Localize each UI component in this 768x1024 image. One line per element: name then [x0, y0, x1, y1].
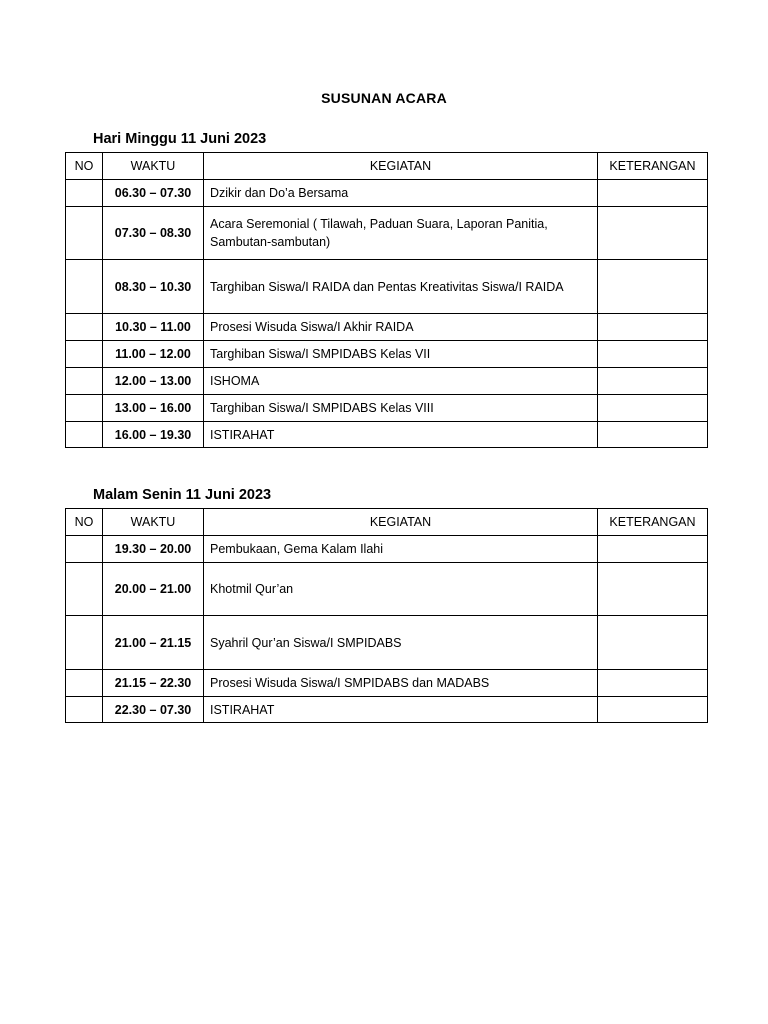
table-row	[66, 395, 708, 422]
column-header-waktu: WAKTU	[103, 509, 204, 536]
cell-waktu: 19.30 – 20.00	[103, 536, 204, 563]
cell-keterangan	[598, 697, 708, 723]
cell-no	[66, 563, 103, 616]
cell-keterangan	[598, 180, 708, 207]
cell-kegiatan: Targhiban Siswa/I SMPIDABS Kelas VII	[204, 341, 598, 368]
column-header-no: NO	[66, 509, 103, 536]
cell-waktu: 16.00 – 19.30	[103, 422, 204, 448]
table-row	[66, 368, 708, 395]
column-header-kegiatan: KEGIATAN	[204, 153, 598, 180]
cell-kegiatan: ISHOMA	[204, 368, 598, 395]
cell-keterangan	[598, 368, 708, 395]
cell-waktu: 11.00 – 12.00	[103, 341, 204, 368]
section-heading-malam: Malam Senin 11 Juni 2023	[93, 487, 272, 503]
cell-kegiatan: Targhiban Siswa/I RAIDA dan Pentas Kreativitas Siswa/I RAIDA	[204, 260, 598, 314]
document-title: SUSUNAN ACARA	[321, 90, 447, 106]
cell-waktu: 08.30 – 10.30	[103, 260, 204, 314]
table-row	[66, 536, 708, 563]
cell-keterangan	[598, 260, 708, 314]
cell-no	[66, 314, 103, 341]
table-row	[66, 422, 708, 448]
cell-kegiatan: Prosesi Wisuda Siswa/I SMPIDABS dan MADABS	[204, 670, 598, 697]
cell-no	[66, 422, 103, 448]
cell-waktu: 07.30 – 08.30	[103, 207, 204, 260]
cell-waktu: 22.30 – 07.30	[103, 697, 204, 723]
cell-waktu: 10.30 – 11.00	[103, 314, 204, 341]
cell-no	[66, 341, 103, 368]
cell-keterangan	[598, 670, 708, 697]
column-header-no: NO	[66, 153, 103, 180]
cell-keterangan	[598, 207, 708, 260]
table-row	[66, 260, 708, 314]
cell-keterangan	[598, 314, 708, 341]
cell-no	[66, 395, 103, 422]
cell-waktu: 12.00 – 13.00	[103, 368, 204, 395]
table-row	[66, 563, 708, 616]
cell-no	[66, 536, 103, 563]
table-row	[66, 341, 708, 368]
cell-no	[66, 180, 103, 207]
cell-kegiatan: Dzikir dan Do’a Bersama	[204, 180, 598, 207]
cell-no	[66, 207, 103, 260]
cell-keterangan	[598, 422, 708, 448]
cell-kegiatan: ISTIRAHAT	[204, 422, 598, 448]
column-header-keterangan: KETERANGAN	[598, 509, 708, 536]
cell-no	[66, 697, 103, 723]
cell-keterangan	[598, 563, 708, 616]
cell-no	[66, 368, 103, 395]
cell-kegiatan: Syahril Qur’an Siswa/I SMPIDABS	[204, 616, 598, 670]
schedule-table-minggu	[65, 152, 708, 448]
table-row	[66, 670, 708, 697]
cell-keterangan	[598, 341, 708, 368]
table-row	[66, 207, 708, 260]
cell-no	[66, 260, 103, 314]
table-header-row	[66, 153, 708, 180]
cell-waktu: 21.15 – 22.30	[103, 670, 204, 697]
table-row	[66, 180, 708, 207]
cell-kegiatan: Acara Seremonial ( Tilawah, Paduan Suara, Laporan Panitia, Sambutan-sambutan)	[204, 207, 598, 260]
cell-keterangan	[598, 536, 708, 563]
cell-waktu: 21.00 – 21.15	[103, 616, 204, 670]
schedule-table-malam	[65, 508, 708, 723]
table-row	[66, 616, 708, 670]
column-header-keterangan: KETERANGAN	[598, 153, 708, 180]
cell-kegiatan: ISTIRAHAT	[204, 697, 598, 723]
cell-keterangan	[598, 616, 708, 670]
table-header-row	[66, 509, 708, 536]
cell-no	[66, 616, 103, 670]
section-heading-minggu: Hari Minggu 11 Juni 2023	[93, 131, 267, 147]
cell-keterangan	[598, 395, 708, 422]
column-header-kegiatan: KEGIATAN	[204, 509, 598, 536]
table-row	[66, 697, 708, 723]
cell-kegiatan: Prosesi Wisuda Siswa/I Akhir RAIDA	[204, 314, 598, 341]
cell-kegiatan: Targhiban Siswa/I SMPIDABS Kelas VIII	[204, 395, 598, 422]
cell-waktu: 20.00 – 21.00	[103, 563, 204, 616]
table-row	[66, 314, 708, 341]
cell-kegiatan: Pembukaan, Gema Kalam Ilahi	[204, 536, 598, 563]
cell-waktu: 13.00 – 16.00	[103, 395, 204, 422]
column-header-waktu: WAKTU	[103, 153, 204, 180]
cell-waktu: 06.30 – 07.30	[103, 180, 204, 207]
cell-no	[66, 670, 103, 697]
cell-kegiatan: Khotmil Qur’an	[204, 563, 598, 616]
